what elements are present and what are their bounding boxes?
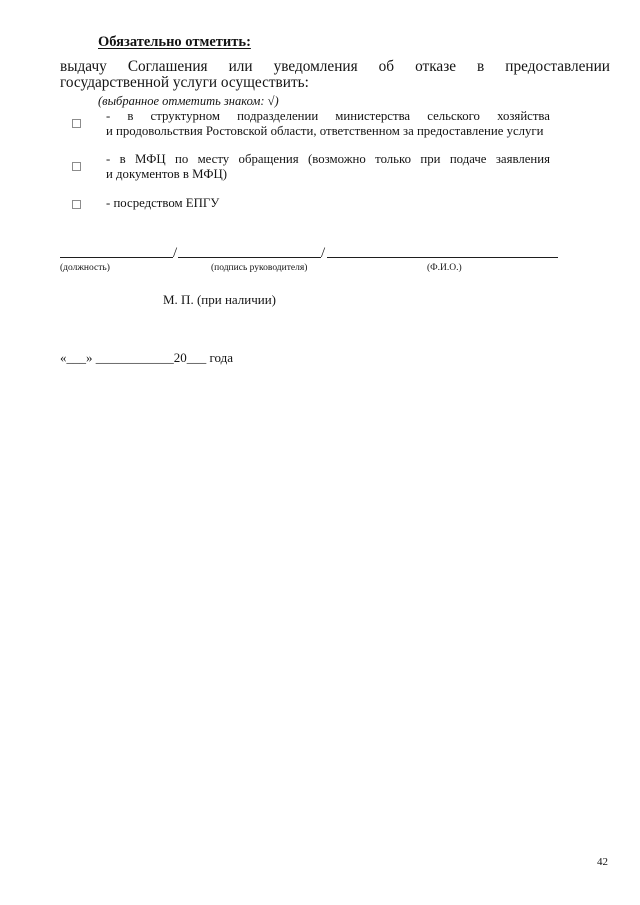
checkbox-epgu[interactable] — [72, 200, 81, 209]
signature-caption: (подпись руководителя) — [211, 263, 308, 273]
option-text — [106, 109, 550, 139]
option-text — [106, 152, 550, 182]
name-blank — [327, 257, 558, 258]
stamp-place: М. П. (при наличии) — [163, 292, 277, 307]
date-line: «___» ____________20___ года — [60, 350, 234, 365]
option-line-1: - в структурном подразделении министерства сельского хозяйства — [106, 109, 550, 123]
page-number: 42 — [597, 856, 608, 868]
option-line-2: и продовольствия Ростовской области, ответственном за предоставление услуги — [106, 124, 544, 138]
position-blank — [60, 257, 173, 258]
section-heading: Обязательно отметить: — [98, 34, 251, 50]
position-caption: (должность) — [60, 263, 110, 273]
option-text — [106, 196, 550, 211]
option-line-1: - посредством ЕПГУ — [106, 196, 220, 210]
checkbox-structural-unit[interactable] — [72, 119, 81, 128]
signature-separator: / — [173, 245, 178, 261]
checkbox-mfc[interactable] — [72, 162, 81, 171]
signature-blank — [178, 257, 321, 258]
option-line-2: и документов в МФЦ) — [106, 167, 227, 181]
option-line-1: - в МФЦ по месту обращения (возможно только при подаче заявления — [106, 152, 550, 166]
intro-line-1: выдачу Соглашения или уведомления об отказе в предоставлении — [60, 58, 610, 75]
signature-separator: / — [321, 245, 326, 261]
selection-hint: (выбранное отметить знаком: √) — [98, 94, 279, 108]
name-caption: (Ф.И.О.) — [427, 263, 462, 273]
intro-line-2: государственной услуги осуществить: — [60, 74, 309, 91]
